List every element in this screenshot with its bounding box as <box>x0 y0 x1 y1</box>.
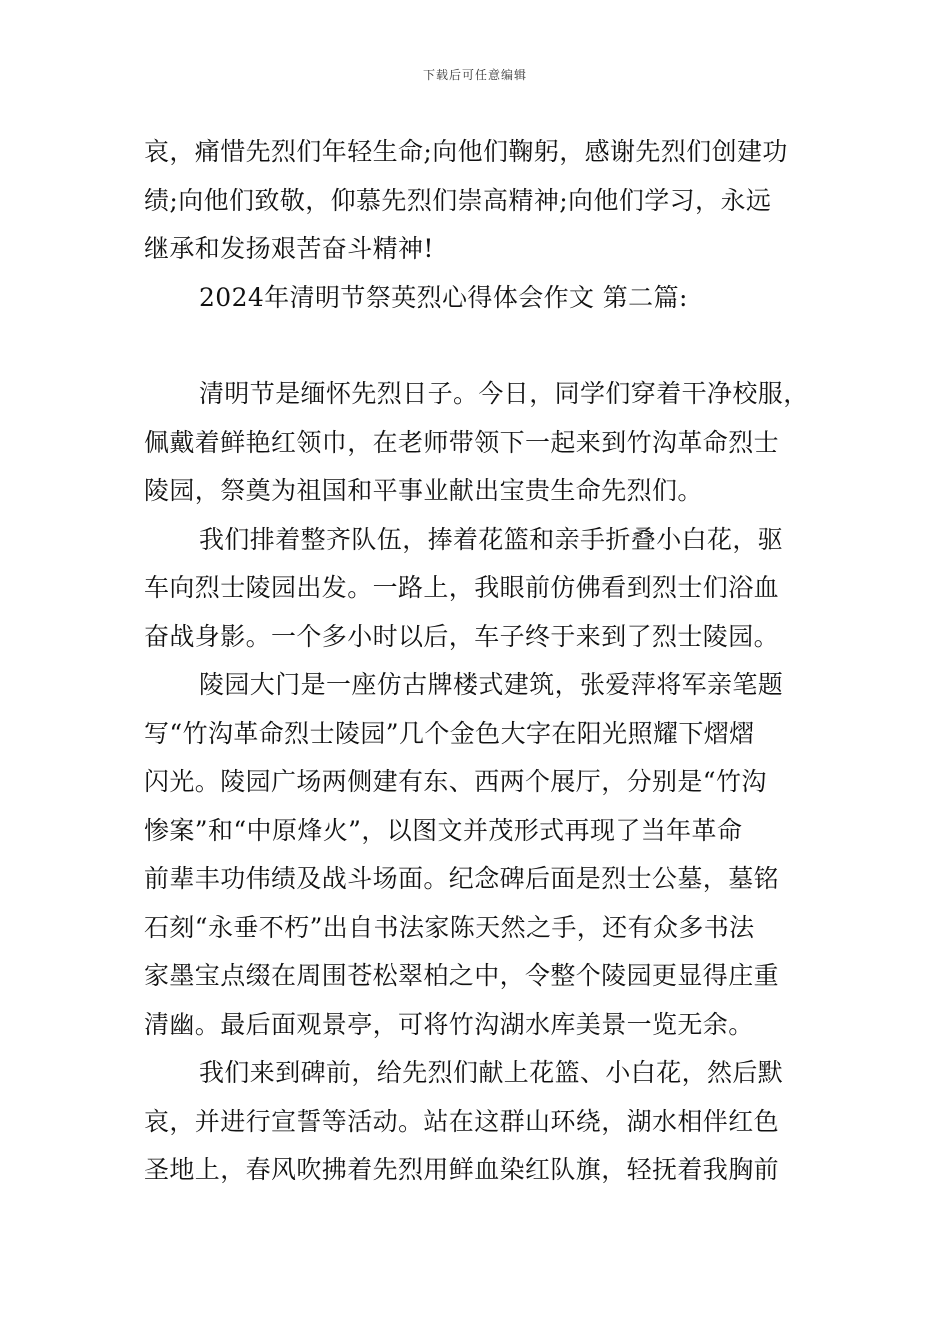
paragraph <box>144 370 808 516</box>
text-line: 清幽。最后面观景亭，可将竹沟湖水库美景一览无余。 <box>144 1009 754 1039</box>
text-line: 圣地上，春风吹拂着先烈用鲜血染红队旗，轻抚着我胸前 <box>144 1155 780 1184</box>
text-line: 石刻“永垂不朽”出自书法家陈天然之手，还有众多书法 <box>144 912 755 942</box>
blank-gap <box>144 322 808 370</box>
text-line: 哀，痛惜先烈们年轻生命;向他们鞠躬，感谢先烈们创建功 <box>144 137 788 166</box>
heading-line: 2024年清明节祭英烈心得体会作文 第二篇: <box>199 282 688 312</box>
text-line: 车向烈士陵园出发。一路上，我眼前仿佛看到烈士们浴血 <box>144 573 780 602</box>
text-line: 家墨宝点缀在周围苍松翠柏之中，令整个陵园更显得庄重 <box>144 961 780 990</box>
text-line: 陵园，祭奠为祖国和平事业献出宝贵生命先烈们。 <box>144 476 703 505</box>
text-line: 清明节是缅怀先烈日子。今日，同学们穿着干净校服， <box>199 379 809 408</box>
text-line: 我们排着整齐队伍，捧着花篮和亲手折叠小白花，驱 <box>199 524 784 554</box>
text-line: 惨案”和“中原烽火”，以图文并茂形式再现了当年革命 <box>144 815 743 845</box>
text-line: 奋战身影。一个多小时以后，车子终于来到了烈士陵园。 <box>144 621 780 651</box>
section-heading <box>144 274 808 323</box>
text-line: 前辈丰功伟绩及战斗场面。纪念碑后面是烈士公墓，墓铭 <box>144 864 780 893</box>
paragraph <box>144 128 808 274</box>
text-line: 陵园大门是一座仿古牌楼式建筑，张爱萍将军亲笔题 <box>199 670 784 699</box>
text-line: 写“竹沟革命烈士陵园”几个金色大字在阳光照耀下熠熠 <box>144 718 755 748</box>
text-line: 继承和发扬艰苦奋斗精神! <box>144 234 434 263</box>
text-line: 我们来到碑前，给先烈们献上花篮、小白花，然后默 <box>199 1058 784 1087</box>
header-note: 下载后可任意编辑 <box>422 68 527 82</box>
text-line: 绩;向他们致敬，仰慕先烈们崇高精神;向他们学习，永远 <box>144 185 772 215</box>
text-line: 佩戴着鲜艳红领巾，在老师带领下一起来到竹沟革命烈士 <box>144 427 780 457</box>
text-line: 闪光。陵园广场两侧建有东、西两个展厅，分别是“竹沟 <box>144 767 767 796</box>
text-line: 哀，并进行宣誓等活动。站在这群山环绕，湖水相伴红色 <box>144 1106 780 1136</box>
document-body <box>144 128 808 1195</box>
paragraph <box>144 661 808 1049</box>
paragraph <box>144 516 808 662</box>
paragraph <box>144 1049 808 1195</box>
